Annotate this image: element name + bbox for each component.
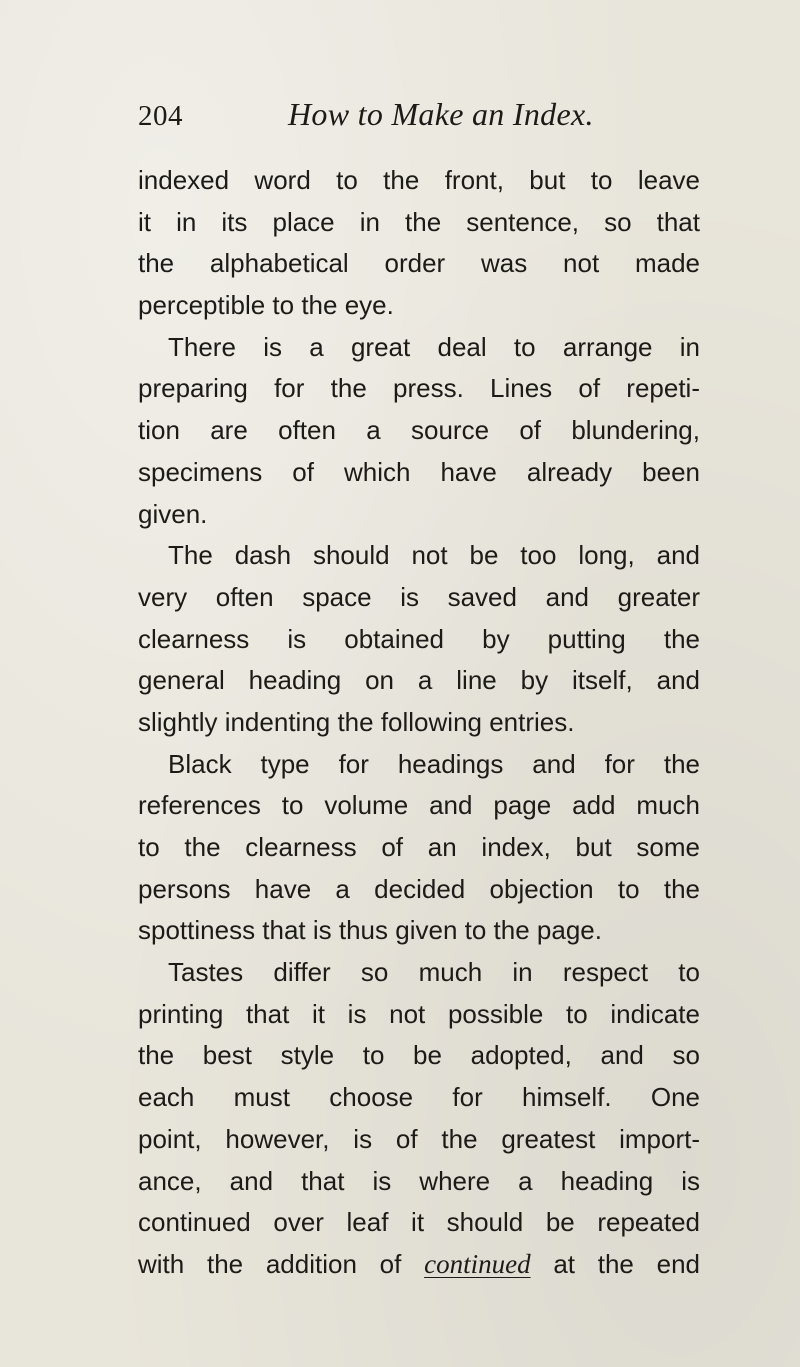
- text-line: specimens of which have already been: [138, 456, 700, 487]
- page-number: 204: [138, 100, 183, 132]
- text-fragment: with the addition of: [138, 1248, 425, 1279]
- text-line: ance, and that is where a heading is: [138, 1165, 700, 1196]
- text-line: given.: [138, 498, 208, 529]
- text-line: continued over leaf it should be repeated: [138, 1207, 700, 1238]
- text-line: There is a great deal to arrange in: [168, 331, 700, 362]
- text-fragment: at the end: [530, 1248, 700, 1279]
- text-line: the alphabetical order was not made: [138, 248, 700, 279]
- text-line-final: [138, 1244, 700, 1286]
- running-title: How to Make an Index.: [288, 96, 594, 132]
- emphasized-word: continued: [424, 1248, 531, 1279]
- text-line: slightly indenting the following entries.: [138, 706, 575, 737]
- text-line: preparing for the press. Lines of repeti-: [138, 373, 700, 404]
- text-line: spottiness that is thus given to the page.: [138, 915, 602, 946]
- text-line: the best style to be adopted, and so: [138, 1040, 700, 1071]
- text-line: indexed word to the front, but to leave: [138, 165, 700, 195]
- text-line: tion are often a source of blundering,: [138, 415, 700, 446]
- text-line: references to volume and page add much: [138, 790, 700, 821]
- text-line: point, however, is of the greatest import-: [138, 1123, 700, 1154]
- text-line: printing that it is not possible to indicate: [138, 998, 700, 1029]
- text-line: The dash should not be too long, and: [168, 540, 700, 571]
- text-line: to the clearness of an index, but some: [138, 832, 700, 862]
- text-line: it in its place in the sentence, so that: [138, 206, 700, 237]
- text-line: persons have a decided objection to the: [138, 873, 700, 904]
- body-text: [138, 160, 700, 1286]
- text-line: perceptible to the eye.: [138, 290, 394, 321]
- text-line: clearness is obtained by putting the: [138, 623, 700, 654]
- text-line: general heading on a line by itself, and: [138, 665, 700, 696]
- text-line: very often space is saved and greater: [138, 581, 700, 612]
- text-line: each must choose for himself. One: [138, 1082, 700, 1113]
- running-head: [138, 96, 698, 140]
- text-line: Tastes differ so much in respect to: [168, 957, 700, 988]
- text-line: Black type for headings and for the: [168, 748, 700, 779]
